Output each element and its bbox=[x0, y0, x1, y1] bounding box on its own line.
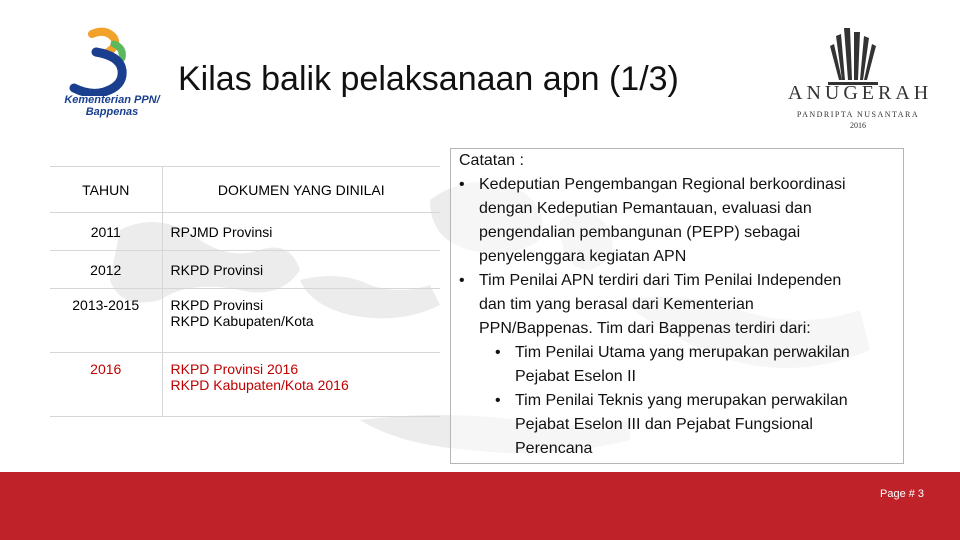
table-header-row bbox=[50, 167, 440, 213]
document-line: RKPD Provinsi 2016 bbox=[170, 361, 299, 377]
table-row-highlighted bbox=[50, 353, 440, 417]
sub-bullet-icon: • bbox=[495, 392, 501, 409]
anugerah-logo bbox=[788, 26, 933, 136]
anugerah-year: 2016 bbox=[850, 121, 866, 130]
note-text: pengendalian pembangunan (PEPP) sebagai bbox=[479, 224, 801, 241]
table-row bbox=[50, 213, 440, 251]
note-text: Perencana bbox=[515, 440, 593, 457]
anugerah-subtitle: PANDRIPTA NUSANTARA bbox=[796, 110, 920, 119]
note-text: Tim Penilai Teknis yang merupakan perwakilan bbox=[515, 392, 848, 409]
cell-year: 2013-2015 bbox=[50, 289, 162, 353]
bappenas-logo-line1: Kementerian PPN/ bbox=[64, 94, 160, 106]
bappenas-logo-line2: Bappenas bbox=[85, 106, 139, 118]
note-text: Kedeputian Pengembangan Regional berkoordinasi bbox=[479, 176, 846, 193]
table-row bbox=[50, 289, 440, 353]
table-row bbox=[50, 251, 440, 289]
cell-year: 2016 bbox=[50, 353, 162, 417]
cell-document bbox=[162, 289, 440, 353]
note-text: PPN/Bappenas. Tim dari Bappenas terdiri dari: bbox=[479, 320, 811, 337]
page-number: Page # 3 bbox=[880, 488, 925, 500]
page-title: Kilas balik pelaksanaan apn (1/3) bbox=[178, 60, 679, 98]
note-text: dan tim yang berasal dari Kementerian bbox=[479, 296, 754, 313]
cell-document bbox=[162, 251, 440, 289]
cell-document bbox=[162, 353, 440, 417]
note-text: Tim Penilai Utama yang merupakan perwakilan bbox=[515, 344, 850, 361]
note-text: Pejabat Eselon II bbox=[515, 368, 636, 385]
notes-heading: Catatan : bbox=[459, 152, 524, 169]
document-line: RKPD Provinsi bbox=[170, 261, 264, 278]
notes-box bbox=[450, 148, 904, 464]
document-line: RKPD Kabupaten/Kota 2016 bbox=[170, 377, 349, 393]
sub-bullet-icon: • bbox=[495, 344, 501, 361]
column-header-document: DOKUMEN YANG DINILAI bbox=[162, 167, 440, 213]
footer-band bbox=[0, 472, 960, 540]
document-line: RPJMD Provinsi bbox=[170, 223, 273, 240]
anugerah-trophy-icon bbox=[788, 26, 928, 86]
note-text: dengan Kedeputian Pemantauan, evaluasi dan bbox=[479, 200, 812, 217]
document-table bbox=[50, 166, 440, 417]
note-text: Tim Penilai APN terdiri dari Tim Penilai Independen bbox=[479, 272, 842, 289]
cell-document bbox=[162, 213, 440, 251]
bappenas-logo-text bbox=[52, 94, 172, 118]
bappenas-emblem-icon bbox=[52, 26, 172, 96]
document-line: RKPD Kabupaten/Kota bbox=[170, 313, 314, 329]
document-line: RKPD Provinsi bbox=[170, 297, 264, 313]
bullet-icon: • bbox=[459, 176, 465, 193]
column-header-year: TAHUN bbox=[50, 167, 162, 213]
note-text: Pejabat Eselon III dan Pejabat Fungsional bbox=[515, 416, 813, 433]
cell-year: 2011 bbox=[50, 213, 162, 251]
bappenas-logo bbox=[52, 26, 172, 126]
anugerah-wordmark: ANUGERAH bbox=[788, 82, 933, 104]
cell-year: 2012 bbox=[50, 251, 162, 289]
note-text: penyelenggara kegiatan APN bbox=[479, 248, 687, 265]
bullet-icon: • bbox=[459, 272, 465, 289]
